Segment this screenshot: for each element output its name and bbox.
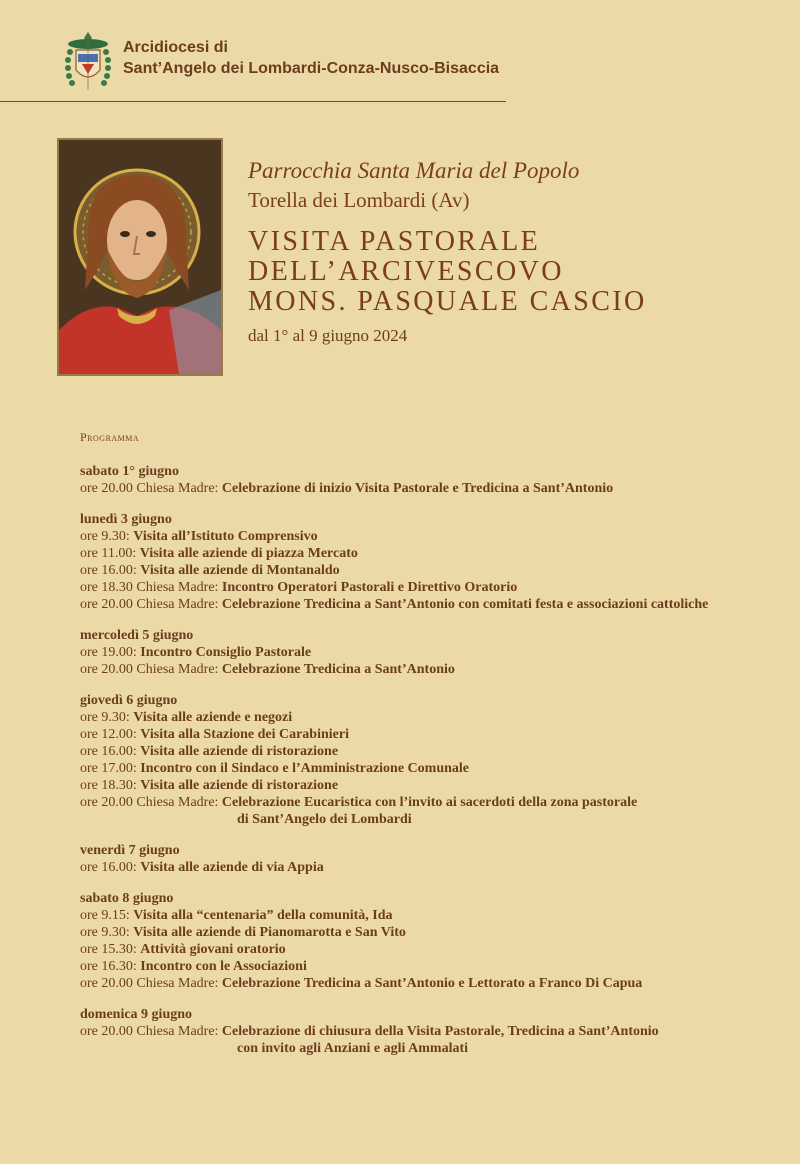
event-time: ore 16.00: [80,563,137,578]
event-row [80,777,780,794]
event-description: Visita alle aziende di piazza Mercato [139,546,358,561]
day-name: sabato 1° giugno [80,464,179,479]
header-divider [0,101,506,102]
coat-of-arms-icon [64,30,112,92]
day-name: venerdì 7 giugno [80,843,180,858]
event-time: ore 16.00: [80,860,137,875]
day-name: domenica 9 giugno [80,1007,193,1022]
event-row [80,709,780,726]
program-day [80,842,780,876]
visit-title-line-3: MONS. PASQUALE CASCIO [248,286,647,317]
visit-title [248,227,647,317]
program-label: Programma [80,430,140,444]
event-time: ore 20.00 [80,662,133,677]
town-name: Torella dei Lombardi (Av) [248,188,470,212]
program-day [80,627,780,678]
event-titles [248,156,647,346]
christ-icon-image [57,138,223,376]
event-description: Celebrazione Tredicina a Sant’Antonio [221,662,455,677]
event-time: ore 20.00 [80,976,133,991]
event-row [80,644,780,661]
event-time: ore 20.00 [80,481,133,496]
event-place: Chiesa Madre: [136,580,219,595]
event-description: Celebrazione di inizio Visita Pastorale e Tredicina a Sant’Antonio [221,481,614,496]
event-row [80,480,780,497]
event-time: ore 17.00: [80,761,137,776]
event-time: ore 20.00 [80,1024,133,1039]
event-row [80,924,780,941]
event-description: Visita alle aziende di via Appia [140,860,324,875]
event-row [80,562,780,579]
day-name: sabato 8 giugno [80,891,174,906]
event-description: Visita alle aziende e negozi [133,710,293,725]
event-time: ore 20.00 [80,795,133,810]
event-description: Visita alle aziende di Pianomarotta e San Vito [133,925,406,940]
event-time: ore 16.30: [80,959,137,974]
event-description: Visita alla Stazione dei Carabinieri [140,727,349,742]
program-day [80,890,780,992]
event-row [80,743,780,760]
event-row [80,975,780,992]
event-description: Visita alle aziende di ristorazione [140,778,339,793]
event-time: ore 9.30: [80,925,130,940]
event-row [80,1023,780,1040]
event-row [80,726,780,743]
event-time: ore 19.00: [80,645,137,660]
diocese-line-2: Sant’Angelo dei Lombardi-Conza-Nusco-Bisaccia [123,60,500,77]
event-row [80,596,780,613]
event-description-continued: di Sant’Angelo dei Lombardi [237,812,412,827]
event-row [80,528,780,545]
event-description: Visita alla “centenaria” della comunità, Ida [133,908,393,923]
event-description: Celebrazione Tredicina a Sant’Antonio con comitati festa e associazioni cattoliche [221,597,709,612]
event-row [80,907,780,924]
program-day [80,463,780,497]
event-time: ore 16.00: [80,744,137,759]
event-description-continued: con invito agli Anziani e agli Ammalati [237,1041,469,1056]
event-description: Attività giovani oratorio [140,942,286,957]
day-name: giovedì 6 giugno [80,693,178,708]
event-time: ore 11.00: [80,546,137,561]
event-row [80,579,780,596]
program-section [80,430,780,1071]
program-days [80,463,780,1057]
event-place: Chiesa Madre: [136,1024,219,1039]
event-time: ore 20.00 [80,597,133,612]
event-time: ore 9.15: [80,908,130,923]
event-time: ore 9.30: [80,529,130,544]
event-description: Visita alle aziende di Montanaldo [140,563,340,578]
event-description: Visita alle aziende di ristorazione [140,744,339,759]
event-description: Visita all’Istituto Comprensivo [133,529,318,544]
event-description: Celebrazione di chiusura della Visita Pastorale, Tredicina a Sant’Antonio [221,1024,659,1039]
event-row [80,661,780,678]
event-description: Celebrazione Eucaristica con l’invito ai sacerdoti della zona pastorale [221,795,638,810]
event-row [80,760,780,777]
event-description: Incontro Consiglio Pastorale [140,645,312,660]
program-day [80,511,780,613]
day-name: lunedì 3 giugno [80,512,172,527]
event-time: ore 18.30: [80,778,137,793]
event-time: ore 9.30: [80,710,130,725]
event-time: ore 12.00: [80,727,137,742]
event-description: Celebrazione Tredicina a Sant’Antonio e Lettorato a Franco Di Capua [221,976,643,991]
event-place: Chiesa Madre: [136,662,219,677]
event-description: Incontro con il Sindaco e l’Amministrazione Comunale [140,761,470,776]
event-place: Chiesa Madre: [136,795,219,810]
event-description: Incontro Operatori Pastorali e Direttivo Oratorio [221,580,518,595]
event-description: Incontro con le Associazioni [140,959,307,974]
event-time: ore 18.30 [80,580,133,595]
visit-dates: dal 1° al 9 giugno 2024 [248,326,408,345]
program-day [80,1006,780,1057]
event-place: Chiesa Madre: [136,976,219,991]
event-row [80,941,780,958]
visit-title-line-2: DELL’ARCIVESCOVO [248,256,564,287]
program-day [80,692,780,828]
event-row [80,958,780,975]
diocese-header [64,30,499,92]
event-row [80,545,780,562]
day-name: mercoledì 5 giugno [80,628,194,643]
diocese-line-1: Arcidiocesi di [123,39,228,56]
event-row [80,794,780,811]
event-place: Chiesa Madre: [136,481,219,496]
event-row [80,859,780,876]
event-time: ore 15.30: [80,942,137,957]
visit-title-line-1: VISITA PASTORALE [248,226,541,257]
event-place: Chiesa Madre: [136,597,219,612]
parish-name: Parrocchia Santa Maria del Popolo [248,158,580,183]
